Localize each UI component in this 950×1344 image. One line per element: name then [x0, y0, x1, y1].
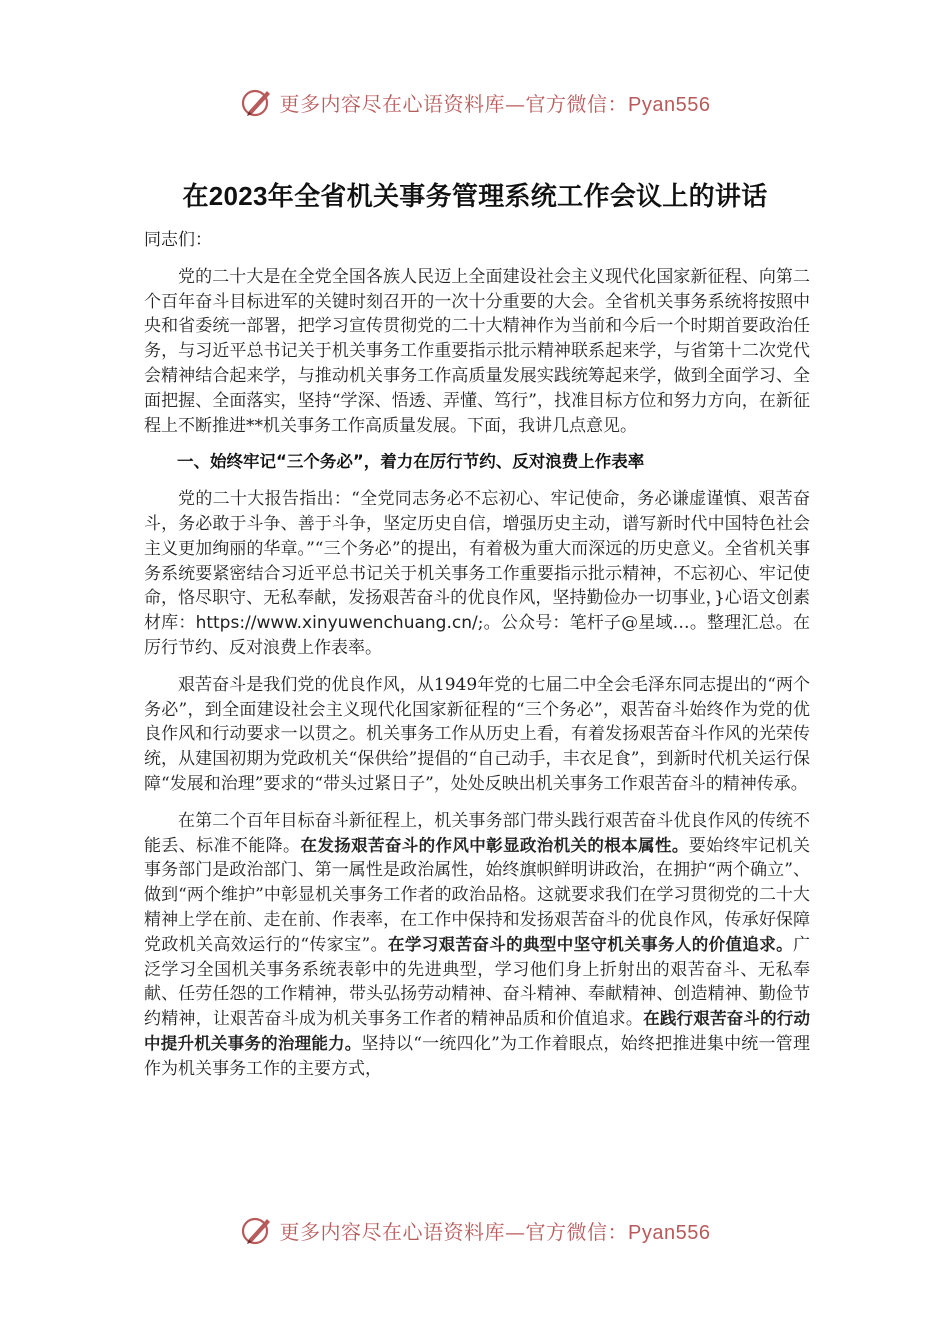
pen-logo-icon [240, 1213, 274, 1247]
emphasis-3: 在践行艰苦奋斗的行动中提升机关事务的治理能力。 [144, 1009, 811, 1053]
paragraph-4: 在第二个百年目标奋斗新征程上，机关事务部门带头践行艰苦奋斗优良作风的传统不能丢、标准不能降。在发扬艰苦奋斗的作风中彰显政治机关的根本属性。要始终牢记机关事务部门是政治部门、第一属性是政治属性，始终旗帜鲜明讲政治，在拥护“两个确立”、做到“两个维护”中彰显机关事务工作者的政治品格。这就要求我们在学习贯彻党的二十大精神上学在前、走在前、作表率，在工作中保持和发扬艰苦奋斗的优良作风，传承好保障党政机关高效运行的“传家宝”。在学习艰苦奋斗的典型中坚守机关事务人的价值追求。广泛学习全国机关事务系统表彰中的先进典型，学习他们身上折射出的艰苦奋斗、无私奉献、任劳任怨的工作精神，带头弘扬劳动精神、奋斗精神、奉献精神、创造精神、勤俭节约精神，让艰苦奋斗成为机关事务工作者的精神品质和价值追求。在践行艰苦奋斗的行动中提升机关事务的治理能力。坚持以“一统四化”为工作着眼点，始终把推进集中统一管理作为机关事务工作的主要方式， [144, 810, 811, 1079]
paragraph-intro: 党的二十大是在全党全国各族人民迈上全面建设社会主义现代化国家新征程、向第二个百年奋斗目标进军的关键时刻召开的一次十分重要的大会。全省机关事务系统将按照中央和省委统一部署，把学习宣传贯彻党的二十大精神作为当前和今后一个时期首要政治任务，与习近平总书记关于机关事务工作重要指示批示精神联系起来学，与省第十二次党代会精神结合起来学，与推动机关事务工作高质量发展实践统筹起来学，做到全面学习、全面把握、全面落实，坚持“学深、悟透、弄懂、笃行”，找准目标方位和努力方向，在新征程上不断推进**机关事务工作高质量发展。下面，我讲几点意见。 [144, 266, 810, 436]
document-body [144, 228, 810, 1082]
pen-logo-icon [240, 85, 274, 119]
greeting: 同志们： [144, 230, 212, 250]
section-heading-1: 一、始终牢记“三个务必”，着力在厉行节约、反对浪费上作表率 [177, 452, 645, 472]
watermark-header [0, 80, 950, 124]
watermark-footer [0, 1208, 950, 1252]
paragraph-3: 艰苦奋斗是我们党的优良作风，从1949年党的七届二中全会毛泽东同志提出的“两个务必”，到全面建设社会主义现代化国家新征程的“三个务必”，艰苦奋斗始终作为党的优良作风和行动要求一以贯之。机关事务工作从历史上看，有着发扬艰苦奋斗作风的光荣传统，从建国初期为党政机关“保供给”提倡的“自己动手，丰衣足食”，到新时代机关运行保障“发展和治理”要求的“带头过紧日子”，处处反映出机关事务工作艰苦奋斗的精神传承。 [144, 674, 810, 794]
watermark-text: 更多内容尽在心语资料库—官方微信：Pyan556 [279, 91, 711, 116]
document-title: 在2023年全省机关事务管理系统工作会议上的讲话 [182, 181, 768, 211]
emphasis-1: 在发扬艰苦奋斗的作风中彰显政治机关的根本属性。 [300, 835, 689, 855]
watermark-text: 更多内容尽在心语资料库—官方微信：Pyan556 [279, 1219, 711, 1244]
paragraph-2: 党的二十大报告指出：“全党同志务必不忘初心、牢记使命，务必谦虚谨慎、艰苦奋斗，务必敢于斗争、善于斗争，坚定历史自信，增强历史主动，谱写新时代中国特色社会主义更加绚丽的华章。”“三个务必”的提出，有着极为重大而深远的历史意义。全省机关事务系统要紧密结合习近平总书记关于机关事务工作重要指示批示精神，不忘初心、牢记使命，恪尽职守、无私奉献，发扬艰苦奋斗的优良作风，坚持勤俭办一切事业，}心语文创素材库：https://www.xinyuwenchuang.cn/;。公众号：笔杆子@星域…。整理汇总。在厉行节约、反对浪费上作表率。 [144, 489, 810, 658]
emphasis-2: 在学习艰苦奋斗的典型中坚守机关事务人的价值追求。 [388, 934, 794, 954]
watermark-wechat-id: Pyan556 [628, 1221, 711, 1244]
watermark-wechat-id: Pyan556 [628, 93, 711, 116]
source-url: https://www.xinyuwenchuang.cn/ [195, 613, 478, 634]
